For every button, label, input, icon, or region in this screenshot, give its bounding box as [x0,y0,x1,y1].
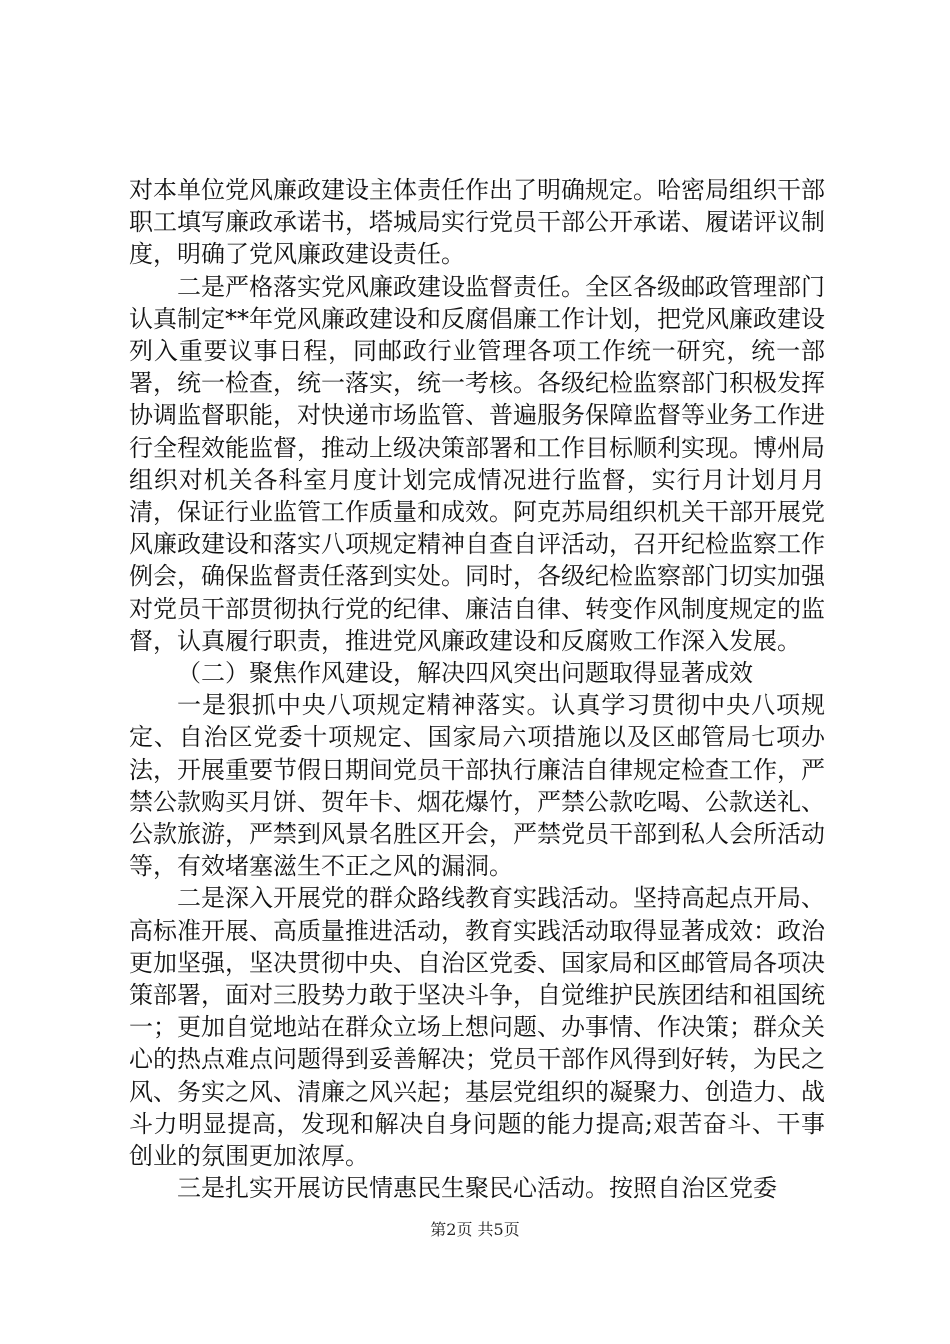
paragraph-eight-rules: 一是狠抓中央八项规定精神落实。认真学习贯彻中央八项规定、自治区党委十项规定、国家局六项措施以及区邮管局七项办法，开展重要节假日期间党员干部执行廉洁自律规定检查工作，严禁公款购买月饼、贺年卡、烟花爆竹，严禁公款吃喝、公款送礼、公款旅游，严禁到风景名胜区开会，严禁党员干部到私人会所活动等，有效堵塞滋生不正之风的漏洞。 [129,691,825,881]
paragraph-mass-line-education: 二是深入开展党的群众路线教育实践活动。坚持高起点开局、高标准开展、高质量推进活动，教育实践活动取得显著成效：政治更加坚强，坚决贯彻中央、自治区党委、国家局和区邮管局各项决策部署，面对三股势力敢于坚决斗争，自觉维护民族团结和祖国统一；更加自觉地站在群众立场上想问题、办事情、作决策；群众关心的热点难点问题得到妥善解决；党员干部作风得到好转，为民之风、务实之风、清廉之风兴起；基层党组织的凝聚力、创造力、战斗力明显提高，发现和解决自身问题的能力提高;艰苦奋斗、干事创业的氛围更加浓厚。 [129,884,825,1171]
paragraph-supervision-responsibility: 二是严格落实党风廉政建设监督责任。全区各级邮政管理部门认真制定**年党风廉政建设和反腐倡廉工作计划，把党风廉政建设列入重要议事日程，同邮政行业管理各项工作统一研究，统一部署，统一检查，统一落实，统一考核。各级纪检监察部门积极发挥协调监督职能，对快递市场监管、普遍服务保障监督等业务工作进行全程效能监督，推动上级决策部署和工作目标顺利实现。博州局组织对机关各科室月度计划完成情况进行监督，实行月计划月月清，保证行业监管工作质量和成效。阿克苏局组织机关干部开展党风廉政建设和落实八项规定精神自查自评活动，召开纪检监察工作例会，确保监督责任落到实处。同时，各级纪检监察部门切实加强对党员干部贯彻执行党的纪律、廉洁自律、转变作风制度规定的监督，认真履行职责，推进党风廉政建设和反腐败工作深入发展。 [129,272,825,655]
section-heading-style-building: （二）聚焦作风建设，解决四风突出问题取得显著成效 [177,659,753,688]
paragraph-visit-people: 三是扎实开展访民情惠民生聚民心活动。按照自治区党委 [177,1174,777,1203]
page-number-footer: 第2页 共5页 [430,1220,520,1239]
paragraph-continuation: 对本单位党风廉政建设主体责任作出了明确规定。哈密局组织干部职工填写廉政承诺书，塔城局实行党员干部公开承诺、履诺评议制度，明确了党风廉政建设责任。 [129,176,825,269]
document-body [129,174,825,1205]
